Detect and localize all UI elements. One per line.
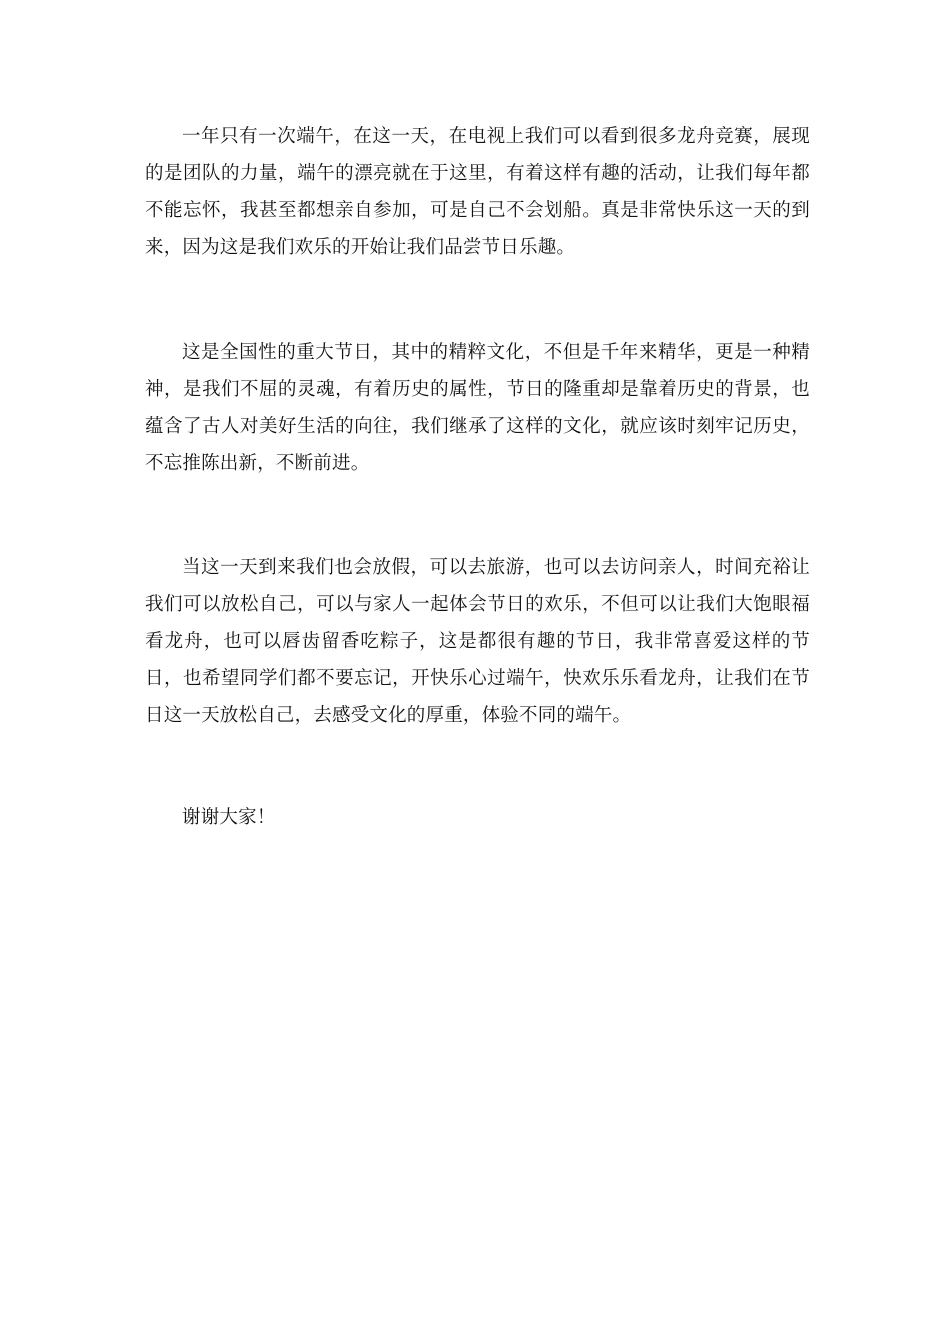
paragraph-1: 一年只有一次端午，在这一天，在电视上我们可以看到很多龙舟竞赛，展现的是团队的力量，端午的漂亮就在于这里，有着这样有趣的活动，让我们每年都不能忘怀，我甚至都想亲自参加，可是自己不会划船。真是非常快乐这一天的到来，因为这是我们欢乐的开始让我们品尝节日乐趣。 [145,126,810,258]
paragraph-2: 这是全国性的重大节日，其中的精粹文化，不但是千年来精华，更是一种精神，是我们不屈的灵魂，有着历史的属性，节日的隆重却是靠着历史的背景，也蕴含了古人对美好生活的向往，我们继承了这样的文化，就应该时刻牢记历史，不忘推陈出新，不断前进。 [145,342,810,474]
paragraph-3: 当这一天到来我们也会放假，可以去旅游，也可以去访问亲人，时间充裕让我们可以放松自己，可以与家人一起体会节日的欢乐，不但可以让我们大饱眼福看龙舟，也可以唇齿留香吃粽子，这是都很有趣的节日，我非常喜爱这样的节日，也希望同学们都不要忘记，开快乐心过端午，快欢乐乐看龙舟，让我们在节日这一天放松自己，去感受文化的厚重，体验不同的端午。 [145,557,810,726]
closing-line: 谢谢大家！ [182,807,276,828]
